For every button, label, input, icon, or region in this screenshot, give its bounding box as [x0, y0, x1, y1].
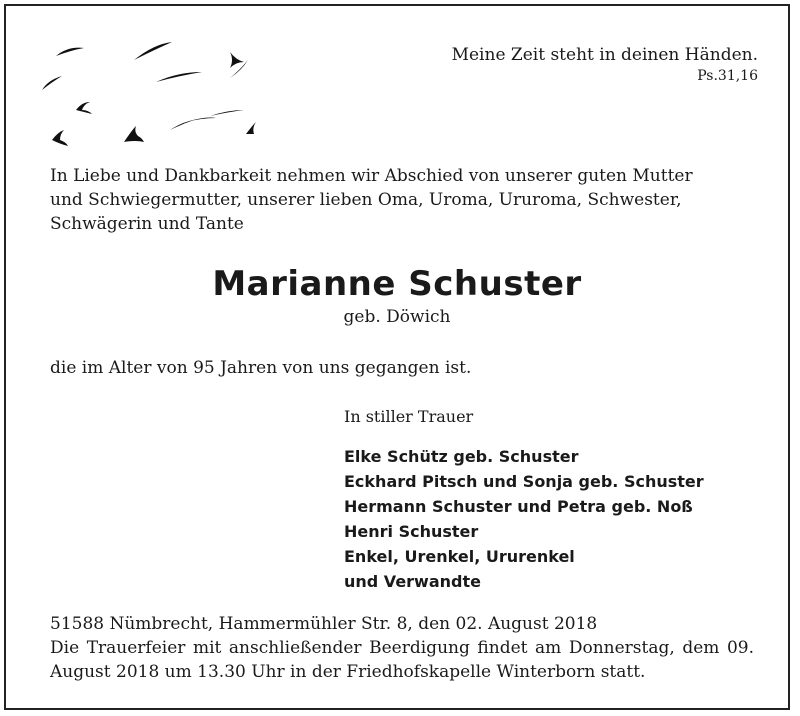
mourners-list — [344, 444, 704, 594]
quote-text: Meine Zeit steht in deinen Händen. — [451, 45, 758, 65]
mourners-heading: In stiller Trauer — [344, 407, 474, 426]
mourner-name: Eckhard Pitsch und Sonja geb. Schuster — [344, 472, 704, 491]
obituary-card — [4, 4, 790, 710]
ceremony-info: Die Trauerfeier mit anschließender Beerdigung findet am Donnerstag, dem 09. August 2018 um 13.30 Uhr in der Friedhofskapelle Winterborn statt. — [50, 638, 754, 682]
intro-line: und Schwiegermutter, unserer lieben Oma, Uroma, Ururoma, Schwester, — [50, 190, 682, 210]
place-date: 51588 Nümbrecht, Hammermühler Str. 8, den 02. August 2018 — [50, 614, 598, 634]
intro-line: Schwägerin und Tante — [50, 214, 244, 234]
bible-quote — [452, 44, 758, 86]
quote-reference: Ps.31,16 — [697, 68, 758, 84]
maiden-name: geb. Döwich — [343, 307, 451, 327]
deceased-name: Marianne Schuster — [212, 264, 582, 304]
mourner-name: Hermann Schuster und Petra geb. Noß — [344, 497, 693, 516]
mourner-name: Elke Schütz geb. Schuster — [344, 447, 579, 466]
intro-line: In Liebe und Dankbarkeit nehmen wir Abschied von unserer guten Mutter — [50, 166, 693, 186]
flying-birds-icon — [34, 30, 274, 160]
age-line: die im Alter von 95 Jahren von uns gegangen ist. — [50, 358, 472, 378]
intro-text — [50, 164, 750, 236]
mourner-name: Henri Schuster — [344, 522, 479, 541]
mourner-name: Enkel, Urenkel, Ururenkel — [344, 547, 575, 566]
mourner-name: und Verwandte — [344, 572, 481, 591]
footer-text — [50, 612, 754, 684]
